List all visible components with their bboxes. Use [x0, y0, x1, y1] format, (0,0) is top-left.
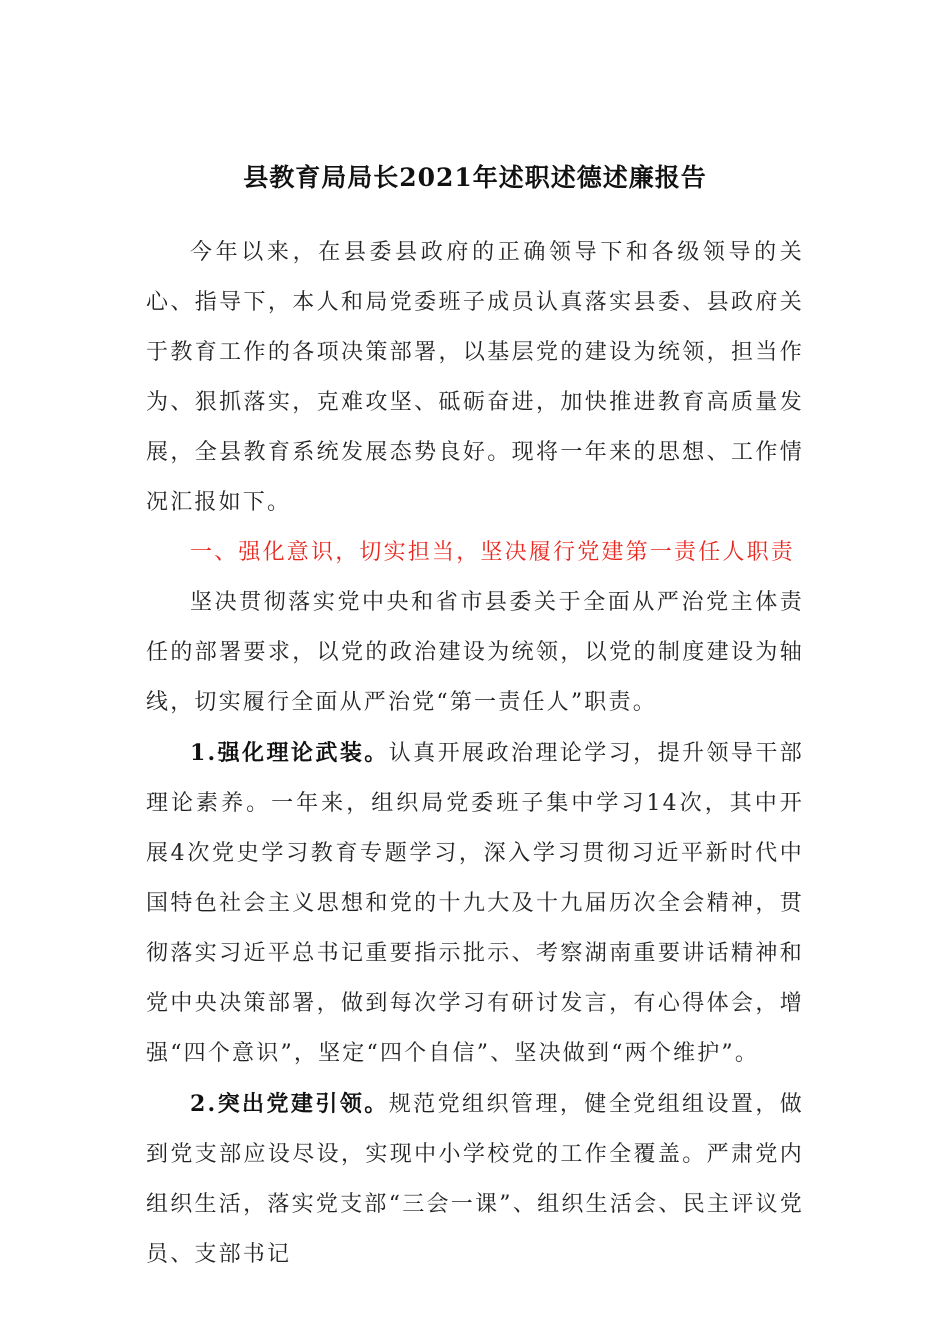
item-2-paragraph — [146, 1079, 804, 1280]
item-1-paragraph — [146, 728, 804, 1079]
intro-paragraph: 今年以来，在县委县政府的正确领导下和各级领导的关心、指导下，本人和局党委班子成员认真落实县委、县政府关于教育工作的各项决策部署，以基层党的建设为统领，担当作为、狠抓落实，克难攻坚、砥砺奋进，加快推进教育高质量发展，全县教育系统发展态势良好。现将一年来的思想、工作情况汇报如下。 — [146, 240, 804, 515]
document-body — [146, 228, 804, 1280]
item-2-lead: 2.突出党建引领。 — [190, 1091, 389, 1117]
item-1-lead: 1.强化理论武装。 — [190, 740, 389, 766]
section-heading-1: 一、强化意识，切实担当，坚决履行党建第一责任人职责 — [190, 540, 796, 565]
item-2-text: 规范党组织管理，健全党组组设置，做到党支部应设尽设，实现中小学校党的工作全覆盖。严肃党内组织生活，落实党支部“三会一课”、组织生活会、民主评议党员、支部书记 — [146, 1092, 804, 1267]
section-1-paragraph: 坚决贯彻落实党中央和省市县委关于全面从严治党主体责任的部署要求，以党的政治建设为统领，以党的制度建设为轴线，切实履行全面从严治党“第一责任人”职责。 — [146, 590, 804, 715]
item-1-text: 认真开展政治理论学习，提升领导干部理论素养。一年来，组织局党委班子集中学习14次，其中开展4次党史学习教育专题学习，深入学习贯彻习近平新时代中国特色社会主义思想和党的十九大及十九届历次全会精神，贯彻落实习近平总书记重要指示批示、考察湖南重要讲话精神和党中央决策部署，做到每次学习有研讨发言，有心得体会，增强“四个意识”，坚定“四个自信”、坚决做到“两个维护”。 — [146, 741, 804, 1066]
document-title: 县教育局局长2021年述职述德述廉报告 — [243, 163, 707, 192]
